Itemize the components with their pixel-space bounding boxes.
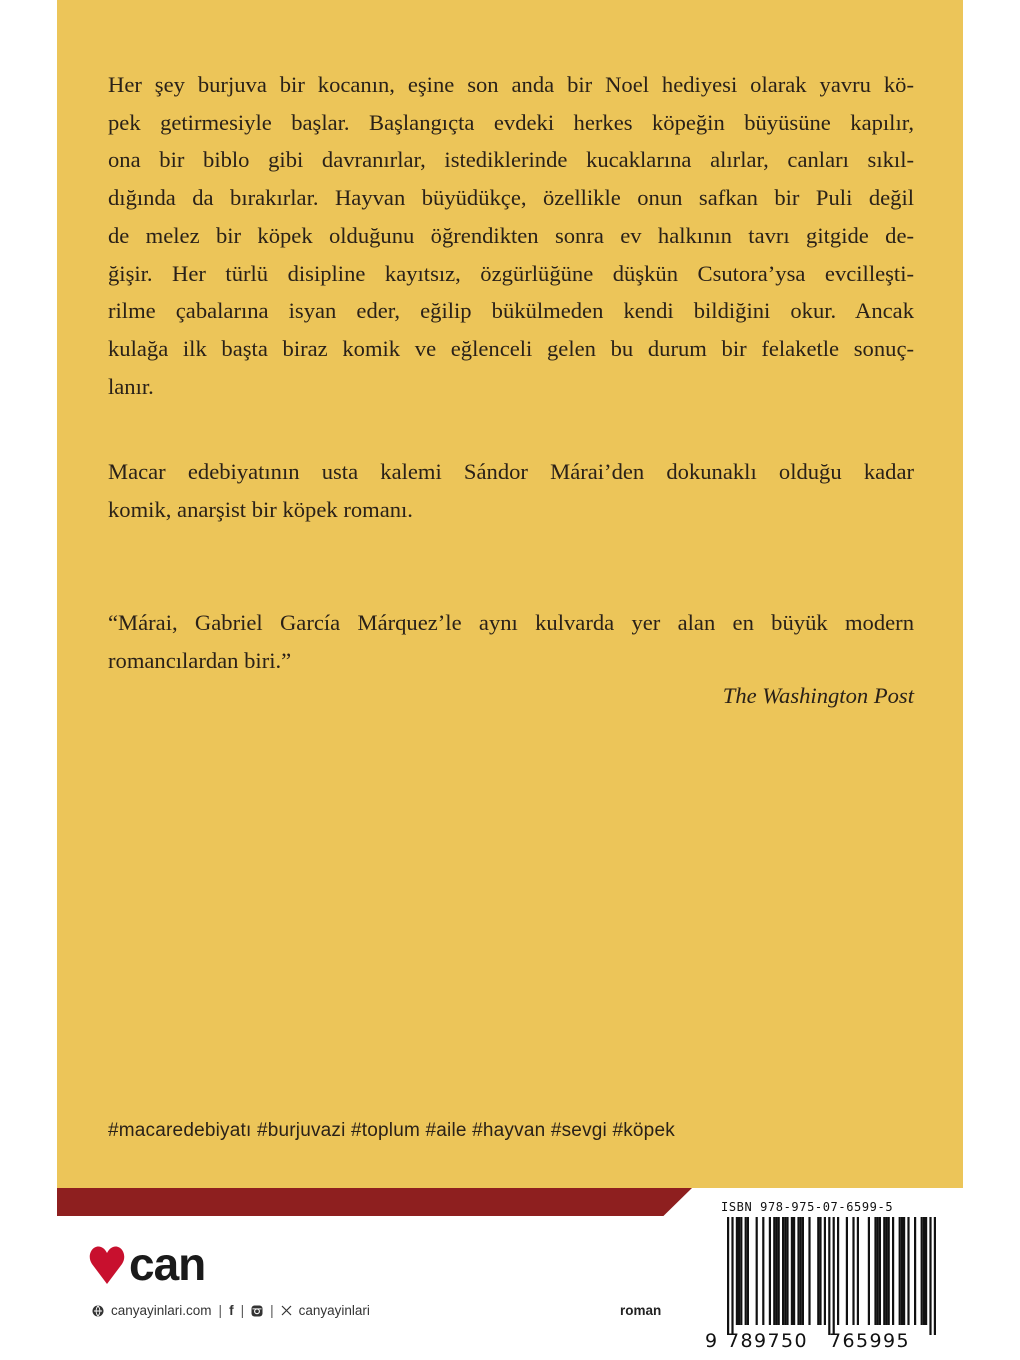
barcode-bar: [773, 1217, 775, 1325]
barcode: [705, 1196, 955, 1360]
barcode-bar: [727, 1217, 729, 1335]
barcode-bar: [791, 1217, 793, 1325]
blurb-line: Macar edebiyatının usta kalemi Sándor Márai’den dokunaklı olduğu kadar: [108, 459, 914, 484]
barcode-bar: [885, 1217, 887, 1325]
barcode-bar: [828, 1217, 830, 1335]
blurb-line: dığında da bırakırlar. Hayvan büyüdükçe, özellikle onun safkan bir Puli değil: [108, 185, 914, 211]
barcode-bar: [921, 1217, 923, 1325]
isbn-label: ISBN 978-975-07-6599-5: [721, 1200, 894, 1214]
blurb-line: Her şey burjuva bir kocanın, eşine son anda bir Noel hediyesi olarak yavru kö-: [108, 72, 914, 97]
barcode-bar: [793, 1217, 795, 1325]
barcode-bar: [934, 1217, 936, 1335]
blurb-paragraph-2: [108, 453, 914, 528]
barcode-bar: [738, 1217, 740, 1325]
barcode-bar: [778, 1217, 780, 1325]
barcode-bar: [736, 1217, 738, 1325]
divider: |: [218, 1303, 223, 1318]
blurb-line: pek getirmesiyle başlar. Başlangıçta evdeki herkes köpeğin büyüsüne kapılır,: [108, 109, 914, 135]
barcode-bar: [802, 1217, 804, 1325]
footer-links: [92, 1303, 370, 1318]
barcode-bar: [740, 1217, 742, 1325]
genre-label: roman: [620, 1303, 662, 1318]
globe-icon: [92, 1305, 104, 1317]
barcode-bar: [868, 1217, 870, 1325]
barcode-bar: [797, 1217, 799, 1325]
barcode-bar: [819, 1217, 821, 1325]
barcode-bar: [808, 1217, 810, 1325]
barcode-bar: [824, 1217, 826, 1325]
blurb-line: kulağa ilk başta biraz komik ve eğlenceli gelen bu durum bir felaketle sonuç-: [108, 335, 914, 361]
barcode-digit-group: 789750: [727, 1330, 808, 1352]
barcode-bar: [786, 1217, 788, 1325]
blurb-line: rilme çabalarına isyan eder, eğilip bükülmeden kendi bildiğini okur. Ancak: [108, 298, 914, 324]
barcode-bar: [901, 1217, 903, 1325]
barcode-bar: [888, 1217, 890, 1325]
barcode-digit-group: 765995: [829, 1330, 910, 1352]
barcode-bar: [892, 1217, 894, 1325]
barcode-bar: [923, 1217, 925, 1325]
barcode-bar: [837, 1217, 839, 1325]
book-back-cover: [57, 0, 963, 1360]
barcode-bar: [874, 1217, 876, 1325]
review-quote: [108, 604, 914, 679]
website-link[interactable]: canyayinlari.com: [111, 1303, 212, 1318]
barcode-bar: [756, 1217, 758, 1325]
barcode-bar: [907, 1217, 909, 1325]
divider: |: [270, 1303, 274, 1318]
logo-text: can: [129, 1240, 206, 1288]
barcode-bar: [769, 1217, 771, 1325]
barcode-bar: [800, 1217, 802, 1325]
accent-bar: [57, 1188, 692, 1216]
blurb-paragraph-1: [108, 66, 914, 405]
x-icon[interactable]: [281, 1305, 292, 1316]
social-handle[interactable]: canyayinlari: [298, 1303, 370, 1318]
barcode-bar: [762, 1217, 764, 1325]
barcode-bar: [903, 1217, 905, 1325]
barcode-bar: [857, 1217, 859, 1325]
barcode-bar: [852, 1217, 854, 1325]
barcode-bar: [817, 1217, 819, 1325]
barcode-bar: [731, 1217, 733, 1335]
barcode-bar: [877, 1217, 879, 1325]
barcode-bar: [782, 1217, 784, 1325]
blurb-line: de melez bir köpek olduğunu öğrendikten sonra ev halkının tavrı gitgide de-: [108, 222, 914, 248]
blurb-line: komik, anarşist bir köpek romanı.: [108, 496, 413, 522]
can-logo: [89, 1240, 249, 1288]
barcode-bar: [833, 1217, 835, 1335]
barcode-bar: [914, 1217, 916, 1325]
instagram-icon[interactable]: [251, 1305, 263, 1317]
barcode-bar: [775, 1217, 777, 1325]
barcode-bar: [879, 1217, 881, 1325]
barcode-bar: [846, 1217, 848, 1325]
barcode-bar: [747, 1217, 749, 1325]
quote-line: romancılardan biri.”: [108, 647, 292, 673]
hashtags: #macaredebiyatı #burjuvazi #toplum #aile #hayvan #sevgi #köpek: [108, 1120, 675, 1141]
divider: |: [240, 1303, 245, 1318]
quote-source: The Washington Post: [722, 683, 914, 708]
barcode-bars: [719, 1217, 941, 1335]
barcode-bar: [925, 1217, 927, 1325]
quote-line: “Márai, Gabriel García Márquez’le aynı kulvarda yer alan en büyük modern: [108, 610, 914, 635]
barcode-bar: [899, 1217, 901, 1325]
cover-background: [57, 0, 963, 1188]
barcode-digit-first: 9: [705, 1330, 719, 1352]
blurb-line: lanır.: [108, 373, 154, 399]
barcode-bar: [883, 1217, 885, 1325]
blurb-line: ona bir biblo gibi davranırlar, istediklerinde kucaklarına alırlar, canları sıkıl-: [108, 147, 914, 173]
barcode-bar: [784, 1217, 786, 1325]
heart-icon: [89, 1240, 249, 1288]
facebook-icon[interactable]: f: [229, 1303, 234, 1318]
barcode-bar: [929, 1217, 931, 1335]
blurb-line: ğişir. Her türlü disipline kayıtsız, özgürlüğüne düşkün Csutora’ysa evcilleşti-: [108, 260, 914, 286]
barcode-bar: [745, 1217, 747, 1325]
